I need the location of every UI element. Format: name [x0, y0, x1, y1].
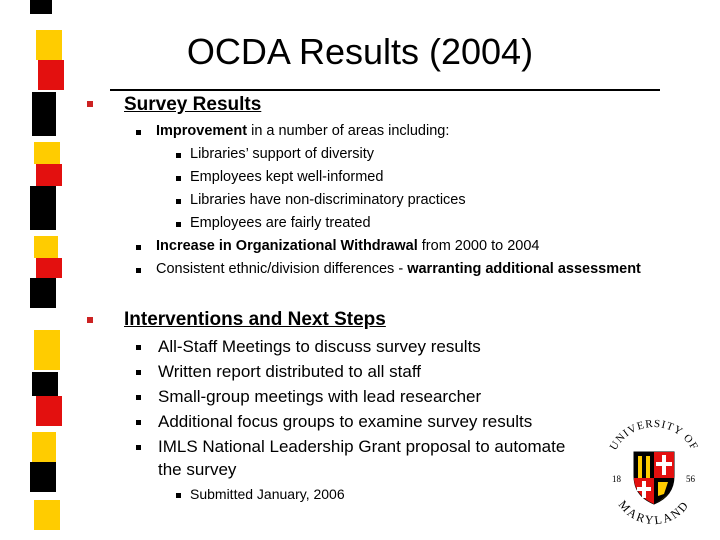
bullet-icon: [136, 420, 141, 425]
seal-year-left: 18: [612, 474, 621, 484]
bullet-icon: [176, 493, 181, 498]
step-item: All-Staff Meetings to discuss survey results: [158, 337, 481, 356]
bullet-icon: [176, 153, 181, 158]
strip-block: [30, 462, 56, 492]
subitem-fairly-treated: Employees are fairly treated: [190, 215, 371, 231]
shield-icon: [634, 452, 674, 504]
subitem-nondiscriminatory: Libraries have non-discriminatory practices: [190, 192, 466, 208]
bullet-icon: [136, 395, 141, 400]
seal-year-right: 56: [686, 474, 695, 484]
bullet-icon: [136, 130, 141, 135]
strip-block: [34, 500, 60, 530]
step-item-continued: the survey: [158, 460, 237, 479]
step-item: IMLS National Leadership Grant proposal to automate: [158, 437, 566, 456]
university-seal-logo: [598, 410, 710, 532]
strip-block: [32, 372, 58, 396]
seal-top-text: UNIVERSITY OF: [607, 417, 701, 453]
withdrawal-item: Increase in Organizational Withdrawal from 2000 to 2004: [156, 238, 540, 254]
strip-block: [34, 142, 60, 164]
strip-block: [34, 330, 60, 370]
subitem-diversity: Libraries’ support of diversity: [190, 146, 375, 162]
bullet-icon: [87, 101, 93, 107]
decorative-color-strip: [28, 0, 70, 540]
bullet-icon: [136, 345, 141, 350]
strip-block: [32, 92, 56, 136]
strip-block: [36, 396, 62, 426]
svg-text:UNIVERSITY OF: [608, 418, 701, 453]
bullet-icon: [87, 317, 93, 323]
strip-block: [36, 258, 62, 278]
submitted-subitem: Submitted January, 2006: [190, 486, 345, 502]
strip-block: [30, 278, 56, 308]
differences-item: Consistent ethnic/division differences - warranting additional assessment: [156, 261, 641, 277]
seal-bottom-text: MARYLAND: [615, 497, 693, 528]
interventions-heading: Interventions and Next Steps: [124, 309, 386, 330]
step-item: Written report distributed to all staff: [158, 362, 421, 381]
subitem-informed: Employees kept well-informed: [190, 169, 384, 185]
bullet-icon: [176, 222, 181, 227]
step-item: Small-group meetings with lead researcher: [158, 387, 482, 406]
bullet-icon: [136, 245, 141, 250]
bullet-icon: [136, 268, 141, 273]
slide-title: OCDA Results (2004): [186, 31, 534, 72]
bullet-icon: [176, 176, 181, 181]
strip-block: [32, 432, 56, 462]
bullet-icon: [176, 199, 181, 204]
survey-results-heading: Survey Results: [124, 94, 262, 115]
title-divider: [110, 89, 660, 91]
step-item: Additional focus groups to examine survey results: [158, 412, 533, 431]
strip-block: [30, 0, 52, 14]
improvement-item: Improvement in a number of areas including:: [156, 123, 450, 139]
bullet-icon: [136, 445, 141, 450]
strip-block: [30, 186, 56, 230]
strip-block: [34, 236, 58, 258]
bullet-icon: [136, 370, 141, 375]
strip-block: [36, 164, 62, 186]
